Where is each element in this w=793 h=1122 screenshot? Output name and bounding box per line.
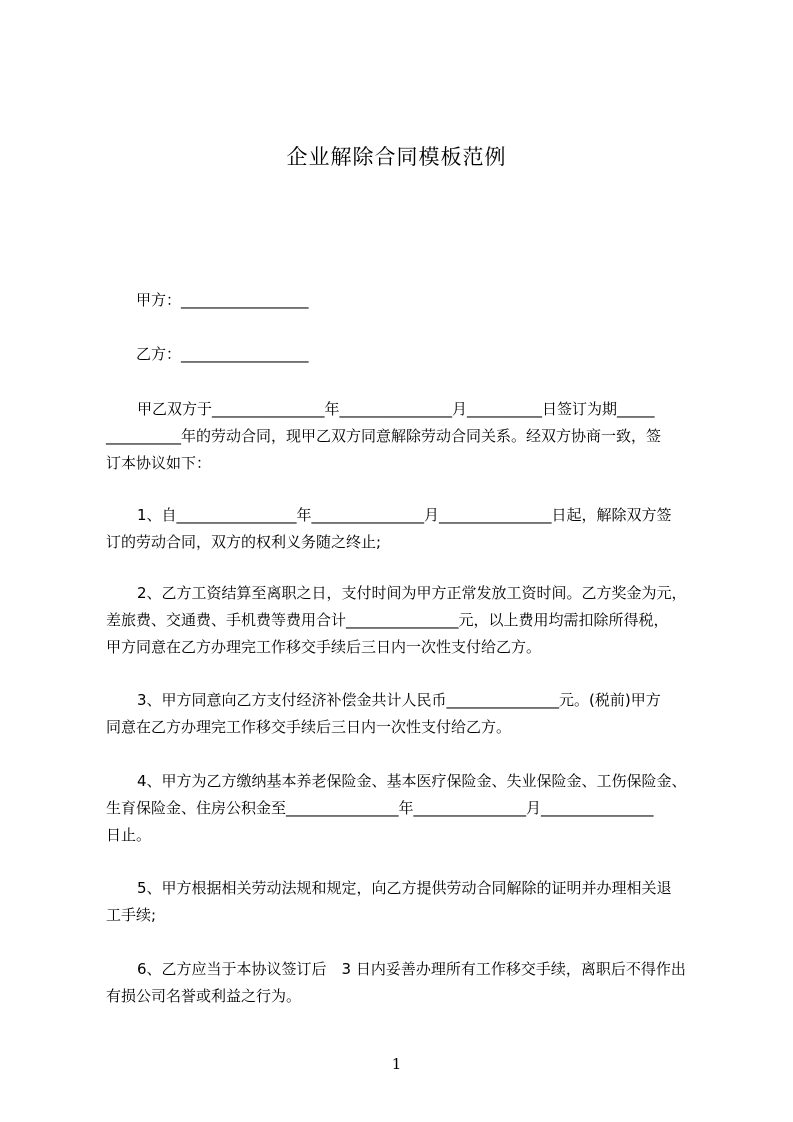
party-a-line: 甲方：_________________ — [136, 291, 309, 309]
clause-1-line-2: 订的劳动合同，双方的权利义务随之终止; — [106, 533, 382, 551]
page-number: 1 — [391, 1055, 402, 1073]
clause-4-line-2: 生育保险金、住房公积金至_______________年_______________月_______________ — [106, 799, 654, 817]
document-title: 企业解除合同模板范例 — [286, 145, 507, 169]
clause-5-line-2: 工手续; — [106, 906, 157, 924]
clause-2-line-3: 甲方同意在乙方办理完工作移交手续后三日内一次性支付给乙方。 — [106, 638, 542, 656]
intro-line-1: 甲乙双方于_______________年_______________月__________日签订为期_____ — [137, 400, 655, 418]
clause-6-line-1: 6、乙方应当于本协议签订后 3 日内妥善办理所有工作移交手续，离职后不得作出 — [137, 960, 686, 978]
clause-6-line-2: 有损公司名誉或利益之行为。 — [106, 987, 302, 1005]
clause-4-line-1: 4、甲方为乙方缴纳基本养老保险金、基本医疗保险金、失业保险金、工伤保险金、 — [137, 772, 687, 790]
clause-3-line-2: 同意在乙方办理完工作移交手续后三日内一次性支付给乙方。 — [106, 718, 512, 736]
clause-4-line-3: 日止。 — [106, 826, 152, 844]
clause-1-line-1: 1、自________________年_______________月_______________日起，解除双方签 — [137, 506, 672, 524]
intro-line-2: __________年的劳动合同，现甲乙双方同意解除劳动合同关系。经双方协商一致，签 — [106, 427, 662, 445]
clause-2-line-1: 2、乙方工资结算至离职之日，支付时间为甲方正常发放工资时间。乙方奖金为元， — [137, 584, 687, 602]
intro-line-3: 订本协议如下： — [106, 454, 212, 472]
party-b-line: 乙方：_________________ — [136, 345, 309, 363]
clause-5-line-1: 5、甲方根据相关劳动法规和规定，向乙方提供劳动合同解除的证明并办理相关退 — [137, 879, 672, 897]
clause-2-line-2: 差旅费、交通费、手机费等费用合计_______________元，以上费用均需扣除所得税， — [106, 611, 669, 629]
clause-3-line-1: 3、甲方同意向乙方支付经济补偿金共计人民币_______________元。(税前)甲方 — [137, 691, 661, 709]
